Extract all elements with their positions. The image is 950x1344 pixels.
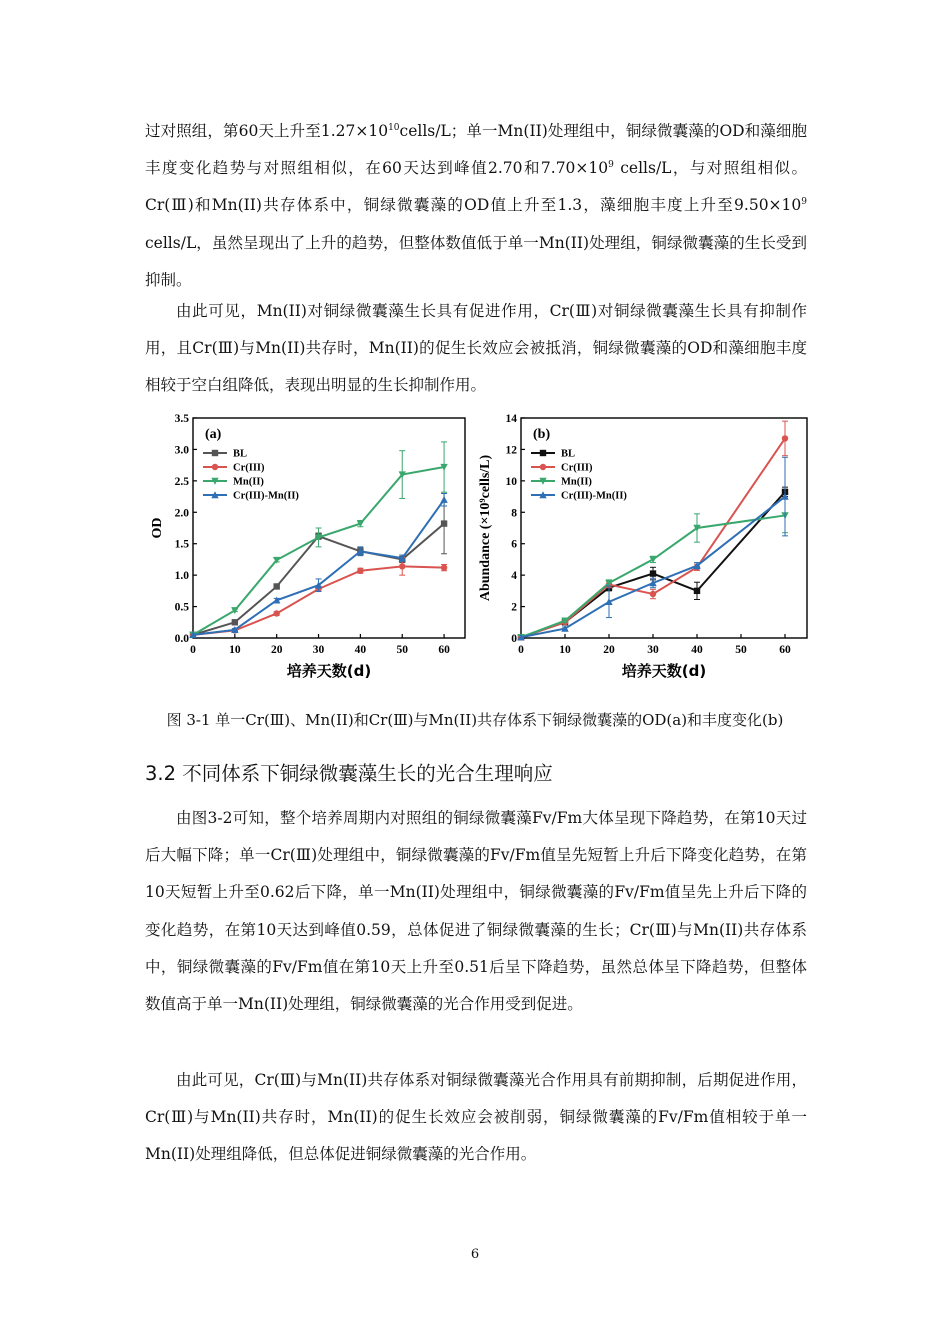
chart-b-xtick-label: 50 [735,644,747,656]
page-number: 6 [470,1247,480,1262]
chart-b-legend-label: BL [561,448,576,460]
chart-a-legend-marker [212,450,218,456]
chart-b-series [518,421,788,640]
chart-b-series [518,487,788,640]
chart-a-data-point [441,564,447,570]
chart-b-ytick-label: 10 [505,475,517,488]
chart-a-data-point [273,610,279,616]
chart-a-series [190,558,447,639]
chart-a-ytick-label: 1.5 [174,538,189,551]
chart-b-ylabel: Abundance (×10⁹cells/L) [478,454,493,602]
chart-a-data-point [273,583,279,589]
chart-a-data-point [441,520,447,526]
chart-b-data-point [782,435,788,441]
chart-a-ytick-label: 3.0 [174,444,189,457]
chart-a-data-point [357,568,363,574]
chart-a-ytick-label: 0.5 [174,601,189,614]
chart-b-xtick-label: 30 [647,644,659,656]
chart-a-ytick-label: 2.5 [174,475,189,488]
chart-a-data-point [232,619,238,625]
chart-a-ytick-label: 3.5 [174,413,189,425]
chart-a-data-point [440,496,447,503]
chart-b-legend-label: Mn(II) [561,476,592,488]
chart-b-ytick-label: 12 [505,444,517,457]
chart-a-xtick-label: 40 [354,644,367,656]
chart-b-legend-marker [540,464,546,470]
chart-b-ytick-label: 6 [511,538,517,551]
chart-a [140,405,470,700]
chart-b-ytick-label: 8 [511,507,517,520]
section-heading: 3.2 不同体系下铜绿微囊藻生长的光合生理响应 [145,762,553,785]
chart-a-legend-label: BL [233,448,248,460]
chart-b-xlabel: 培养天数(d) [621,662,707,680]
chart-a-ylabel: OD [150,517,165,539]
chart-b-xtick-label: 20 [603,644,615,656]
paragraph-2: 由此可见，Mn(II)对铜绿微囊藻生长具有促进作用，Cr(Ⅲ)对铜绿微囊藻生长具有抑制作用，且Cr(Ⅲ)与Mn(II)共存时，Mn(II)的促生长效应会被抵消，铜绿微囊藻的OD和藻细胞丰度相较于空白组降低，表现出明显的生长抑制作用。 [145,302,807,395]
paragraph-3: 由图3-2可知，整个培养周期内对照组的铜绿微囊藻Fv/Fm大体呈现下降趋势，在第10天过后大幅下降；单一Cr(Ⅲ)处理组中，铜绿微囊藻的Fv/Fm值呈先短暂上升后下降变化趋势，在第10天短暂上升至0.62后下降，单一Mn(II)处理组中，铜绿微囊藻的Fv/Fm值呈先上升后下降的变化趋势，在第10天达到峰值0.59，总体促进了铜绿微囊藻的生长；Cr(Ⅲ)与Mn(II)共存体系中，铜绿微囊藻的Fv/Fm值在第10天上升至0.51后呈下降趋势，虽然总体呈下降趋势，但整体数值高于单一Mn(II)处理组，铜绿微囊藻的光合作用受到促进。 [145,809,807,1014]
chart-a-legend-marker [212,464,218,470]
chart-b-ytick-label: 0 [511,633,517,645]
chart-b-series-line [521,492,785,637]
chart-a-xtick-label: 10 [229,644,241,656]
chart-b-xtick-label: 10 [559,644,571,656]
chart-a-svg [140,405,470,700]
chart-b-ytick-label: 2 [511,601,517,614]
chart-b-ytick-label: 4 [511,570,517,583]
chart-b-legend-label: Cr(III) [561,462,593,474]
figure-caption: 图 3-1 单一Cr(Ⅲ)、Mn(II)和Cr(Ⅲ)与Mn(II)共存体系下铜绿微囊藻的OD(a)和丰度变化(b) [166,711,784,729]
chart-a-panel-label: (a) [205,427,222,442]
chart-b-svg [472,405,812,700]
paragraph-4: 由此可见，Cr(Ⅲ)与Mn(II)共存体系对铜绿微囊藻光合作用具有前期抑制，后期促进作用，Cr(Ⅲ)与Mn(II)共存时，Mn(II)的促生长效应会被削弱，铜绿微囊藻的Fv/Fm值相较于单一Mn(II)处理组降低，但总体促进铜绿微囊藻的光合作用。 [145,1071,807,1164]
chart-a-xtick-label: 30 [312,644,325,656]
chart-b-xtick-label: 60 [779,644,791,656]
chart-a-series [189,442,447,639]
paragraph-1: 过对照组，第60天上升至$1.27\times 10^{10}cells/L$；单一Mn(II)处理组中，铜绿微囊藻的OD和藻细胞丰度变化趋势与对照组相似，在60天达到峰值2.70和$7.70\times 10^9$ cells/L，与对照组相似。Cr(Ⅲ)和Mn(II)共存体系中，铜绿微囊藻的OD值上升至1.3，藻细胞丰度上升至$9.50\times 10^9$ cells/L，虽然呈现出了上升的趋势，但整体数值低于单一Mn(II)处理组，铜绿微囊藻的生长受到抑制。 [145,122,807,289]
chart-a-xtick-label: 60 [438,644,450,656]
chart-b-xtick-label: 0 [518,644,524,656]
chart-b-data-point [650,570,656,576]
chart-a-xtick-label: 20 [270,644,283,656]
chart-a-ytick-label: 1.0 [174,570,189,583]
chart-a-legend-label: Cr(III)-Mn(II) [233,490,299,502]
chart-b-legend-marker [540,450,546,456]
chart-b-xtick-label: 40 [691,644,703,656]
chart-a-legend-label: Mn(II) [233,476,264,488]
chart-b-panel-label: (b) [533,427,551,442]
chart-b-series [517,457,788,640]
chart-a-data-point [399,563,405,569]
chart-a-ytick-label: 0.0 [174,633,189,645]
chart-b-legend-label: Cr(III)-Mn(II) [561,490,627,502]
chart-a-xlabel: 培养天数(d) [286,662,372,680]
chart-a-ytick-label: 2.0 [174,507,189,520]
chart-b-ytick-label: 14 [505,413,517,425]
chart-a-xtick-label: 0 [190,644,196,656]
chart-a-legend-label: Cr(III) [233,462,265,474]
chart-a-xtick-label: 50 [396,644,408,656]
chart-b-data-point [650,591,656,597]
chart-b-data-point [694,588,700,594]
chart-b [472,405,812,700]
